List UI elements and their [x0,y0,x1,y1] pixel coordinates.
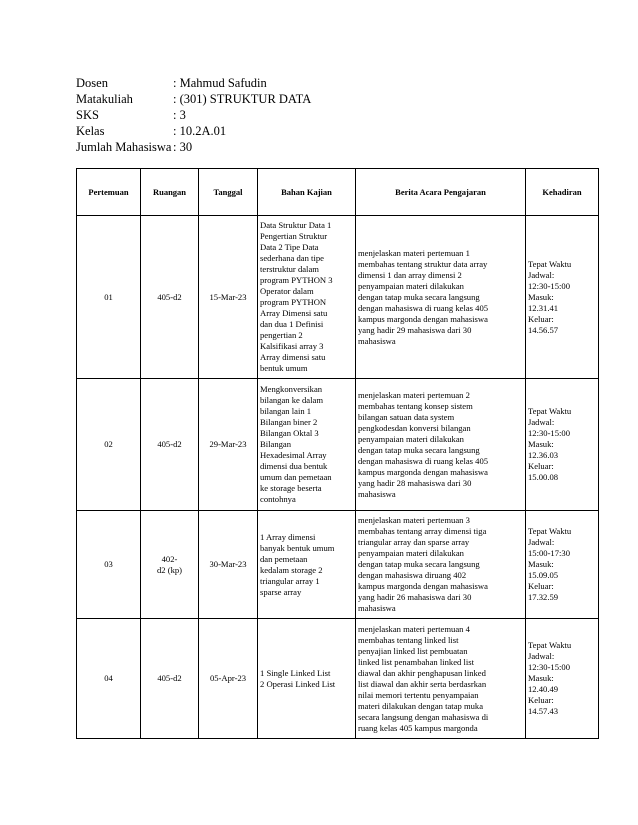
berita-acara-cell: menjelaskan materi pertemuan 1 membahas tentang struktur data array dimensi 1 dan array dimensi 2 penyampaian materi dilakukan dengan tatap muka secara langsung dengan mahasiswa di ruang kelas 405 kampus margonda dengan mahasiswa yang hadir 29 mahasiswa dari 30 mahasiswa [356,216,526,379]
ruangan-cell: 405-d2 [141,619,199,739]
table-header-row [77,169,599,216]
table-row [77,619,599,739]
col-header-kehadiran: Kehadiran [526,169,599,216]
ruangan-cell: 405-d2 [141,216,199,379]
pertemuan-cell: 04 [77,619,141,739]
tanggal-cell: 30-Mar-23 [199,511,258,619]
bahan-kajian-cell: 1 Array dimensi banyak bentuk umum dan pemetaan kedalam storage 2 triangular array 1 sparse array [258,511,356,619]
table-row [77,216,599,379]
matakuliah-row [76,91,311,107]
kehadiran-cell: Tepat Waktu Jadwal: 15:00-17:30 Masuk: 15.09.05 Keluar: 17.32.59 [526,511,599,619]
tanggal-cell: 29-Mar-23 [199,379,258,511]
col-header-pertemuan: Pertemuan [77,169,141,216]
pertemuan-cell: 01 [77,216,141,379]
sks-label: SKS [76,108,99,122]
kelas-label: Kelas [76,124,105,138]
sks-row [76,107,311,123]
berita-acara-cell: menjelaskan materi pertemuan 4 membahas tentang linked list penyajian linked list pembuatan linked list penambahan linked list diawal dan akhir penghapusan linked list diawal dan akhir serta berdasrkan nilai memori tertentu penyampaian materi dilakukan dengan tatap muka secara langsung dengan mahasiswa di ruang kelas 405 kampus margonda [356,619,526,739]
berita-acara-cell: menjelaskan materi pertemuan 2 membahas tentang konsep sistem bilangan satuan data system pengkodesdan konversi bilangan penyampaian materi dilakukan dengan tatap muka secara langsung dengan mahasiswa di ruang kelas 405 kampus margonda dengan mahasiswa yang hadir 28 mahasiswa dari 30 mahasiswa [356,379,526,511]
kelas-row [76,123,311,139]
col-header-ruangan: Ruangan [141,169,199,216]
col-header-bahan-kajian: Bahan Kajian [258,169,356,216]
berita-acara-cell: menjelaskan materi pertemuan 3 membahas tentang array dimensi tiga triangular array dan sparse array penyampaian materi dilakukan dengan tatap muka secara langsung dengan mahasiswa diruang 402 kampus margonda dengan mahasiswa yang hadir 26 mahasiswa dari 30 mahasiswa [356,511,526,619]
jumlah-row [76,139,311,155]
jumlah-label: Jumlah Mahasiswa [76,140,172,154]
ruangan-cell: 405-d2 [141,379,199,511]
jumlah-value: : 30 [173,140,193,154]
bahan-kajian-cell: Mengkonversikan bilangan ke dalam bilangan lain 1 Bilangan biner 2 Bilangan Oktal 3 Bilangan Hexadesimal Array dimensi dua bentuk umum dan pemetaan ke storage beserta contohnya [258,379,356,511]
table-row [77,511,599,619]
bahan-kajian-cell: Data Struktur Data 1 Pengertian Struktur Data 2 Tipe Data sederhana dan tipe terstruktur dalam program PYTHON 3 Operator dalam program PYTHON Array Dimensi satu dan dua 1 Definisi pengertian 2 Kalsifikasi array 3 Array dimensi satu bentuk umum [258,216,356,379]
kehadiran-cell: Tepat Waktu Jadwal: 12:30-15:00 Masuk: 12.31.41 Keluar: 14.56.57 [526,216,599,379]
attendance-table [76,168,599,739]
col-header-berita-acara: Berita Acara Pengajaran [356,169,526,216]
dosen-label: Dosen [76,76,108,90]
kehadiran-cell: Tepat Waktu Jadwal: 12:30-15:00 Masuk: 12.36.03 Keluar: 15.00.08 [526,379,599,511]
pertemuan-cell: 02 [77,379,141,511]
ruangan-cell: 402- d2 (kp) [141,511,199,619]
course-info-header [76,75,311,155]
table-row [77,379,599,511]
pertemuan-cell: 03 [77,511,141,619]
col-header-tanggal: Tanggal [199,169,258,216]
matakuliah-label: Matakuliah [76,92,133,106]
bahan-kajian-cell: 1 Single Linked List 2 Operasi Linked List [258,619,356,739]
tanggal-cell: 05-Apr-23 [199,619,258,739]
tanggal-cell: 15-Mar-23 [199,216,258,379]
sks-value: : 3 [173,108,186,122]
dosen-value: : Mahmud Safudin [173,76,267,90]
dosen-row [76,75,311,91]
kehadiran-cell: Tepat Waktu Jadwal: 12:30-15:00 Masuk: 12.40.49 Keluar: 14.57.43 [526,619,599,739]
kelas-value: : 10.2A.01 [173,124,227,138]
matakuliah-value: : (301) STRUKTUR DATA [173,92,312,106]
